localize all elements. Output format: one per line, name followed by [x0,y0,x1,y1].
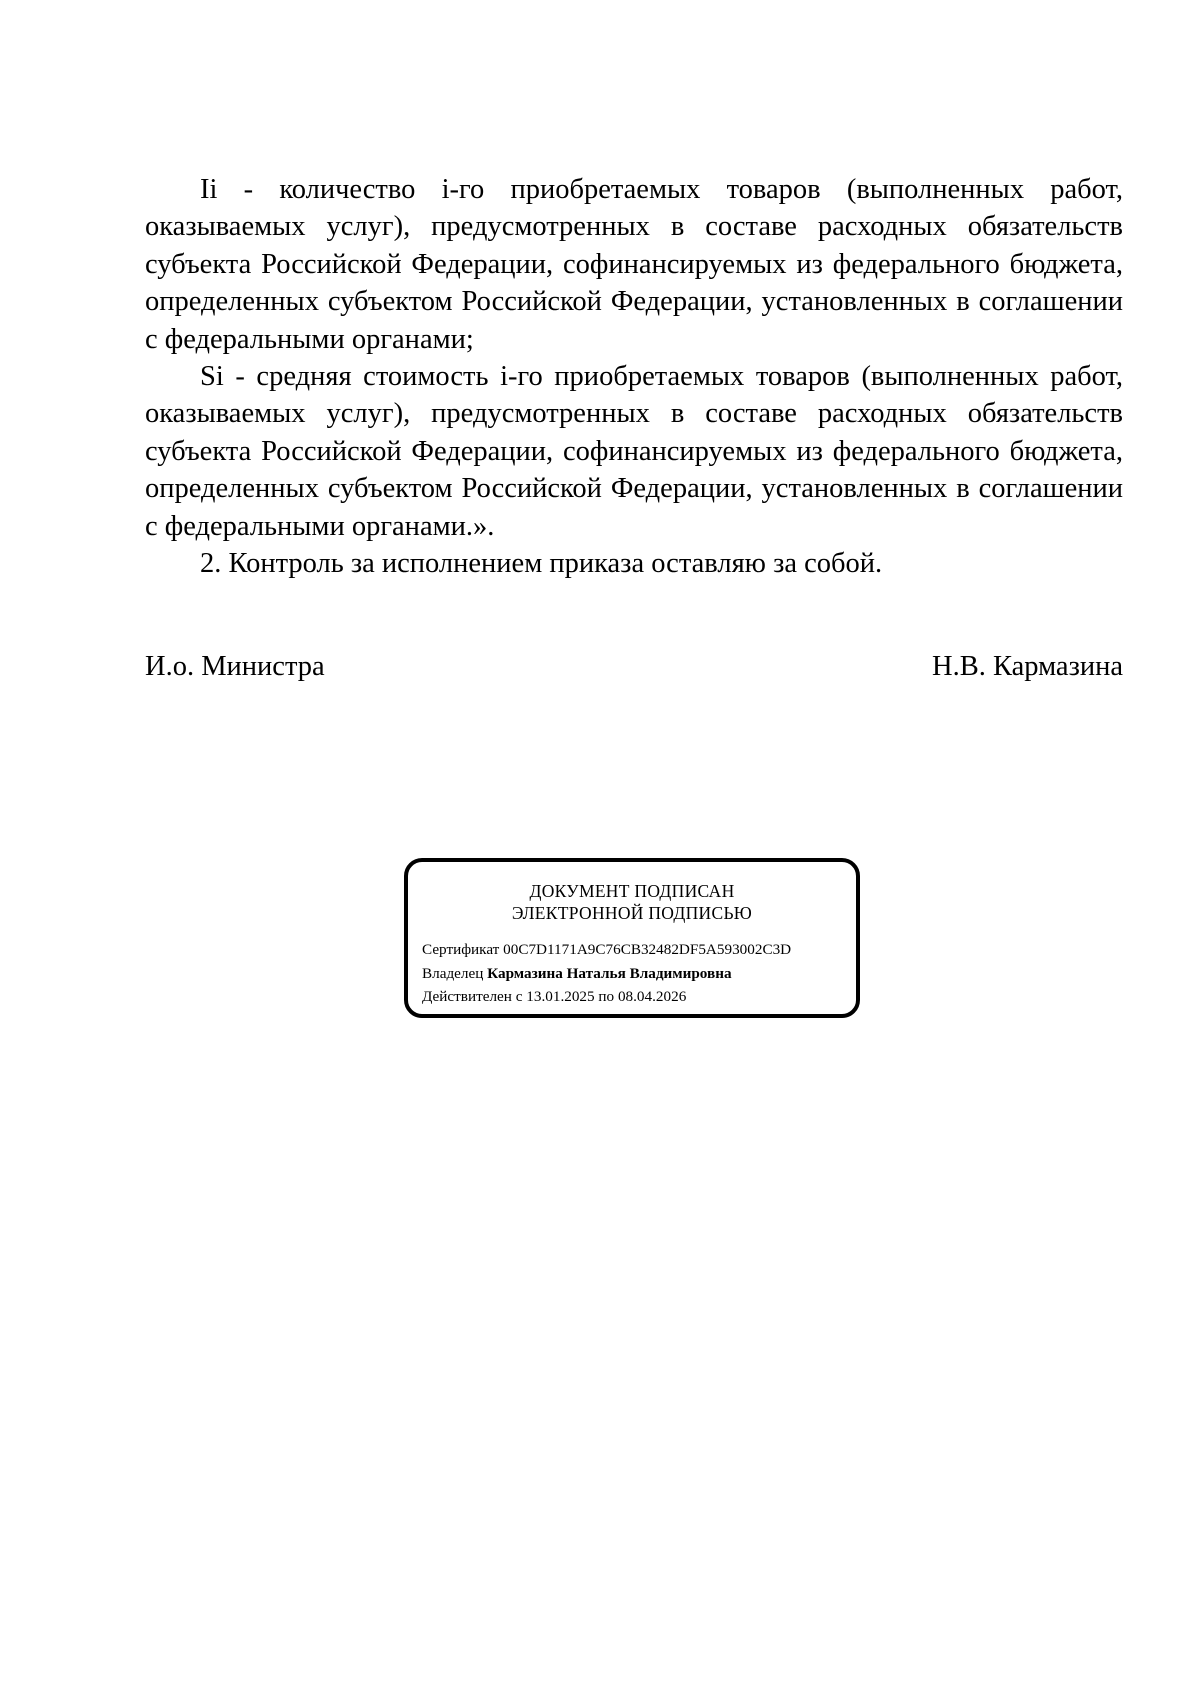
stamp-details [422,938,846,1009]
owner-value: Кармазина Наталья Владимировна [487,964,732,982]
certificate-label: Сертификат [422,941,500,958]
stamp-title-line-2: ЭЛЕКТРОННОЙ ПОДПИСЬЮ [511,903,753,923]
valid-label: Действителен [422,988,512,1005]
paragraph-si-definition: Si - средняя стоимость i-го приобретаемых товаров (выполненных работ, оказываемых услуг), предусмотренных в составе расходных обязательств субъекта Российской Федерации, софинансируемых из федерального бюджета, определенных субъектом Российской Федерации, установленных в соглашении с федеральными органами.». [145,361,1123,542]
valid-to-date: 08.04.2026 [617,988,687,1005]
certificate-value: 00C7D1171A9C76CB32482DF5A593002C3D [503,941,792,958]
document-body [145,171,1123,582]
valid-from-label: с [515,988,523,1005]
stamp-title [408,880,856,924]
valid-to-label: по [598,988,615,1005]
stamp-title-line-1: ДОКУМЕНТ ПОДПИСАН [529,881,735,901]
signature-block [145,648,1123,685]
paragraph-ii-definition: Ii - количество i-го приобретаемых товаров (выполненных работ, оказываемых услуг), предусмотренных в составе расходных обязательств субъекта Российской Федерации, софинансируемых из федерального бюджета, определенных субъектом Российской Федерации, установленных в соглашении с федеральными органами; [145,174,1123,355]
stamp-validity-row [422,985,846,1009]
signatory-name: Н.В. Кармазина [932,651,1123,682]
stamp-owner-row [422,962,846,986]
valid-from-date: 13.01.2025 [526,988,595,1005]
owner-label: Владелец [422,964,484,982]
signatory-position: И.о. Министра [145,651,325,682]
paragraph-control-clause: 2. Контроль за исполнением приказа оставляю за собой. [200,548,883,580]
electronic-signature-stamp [404,858,860,1018]
stamp-certificate-row [422,938,846,962]
